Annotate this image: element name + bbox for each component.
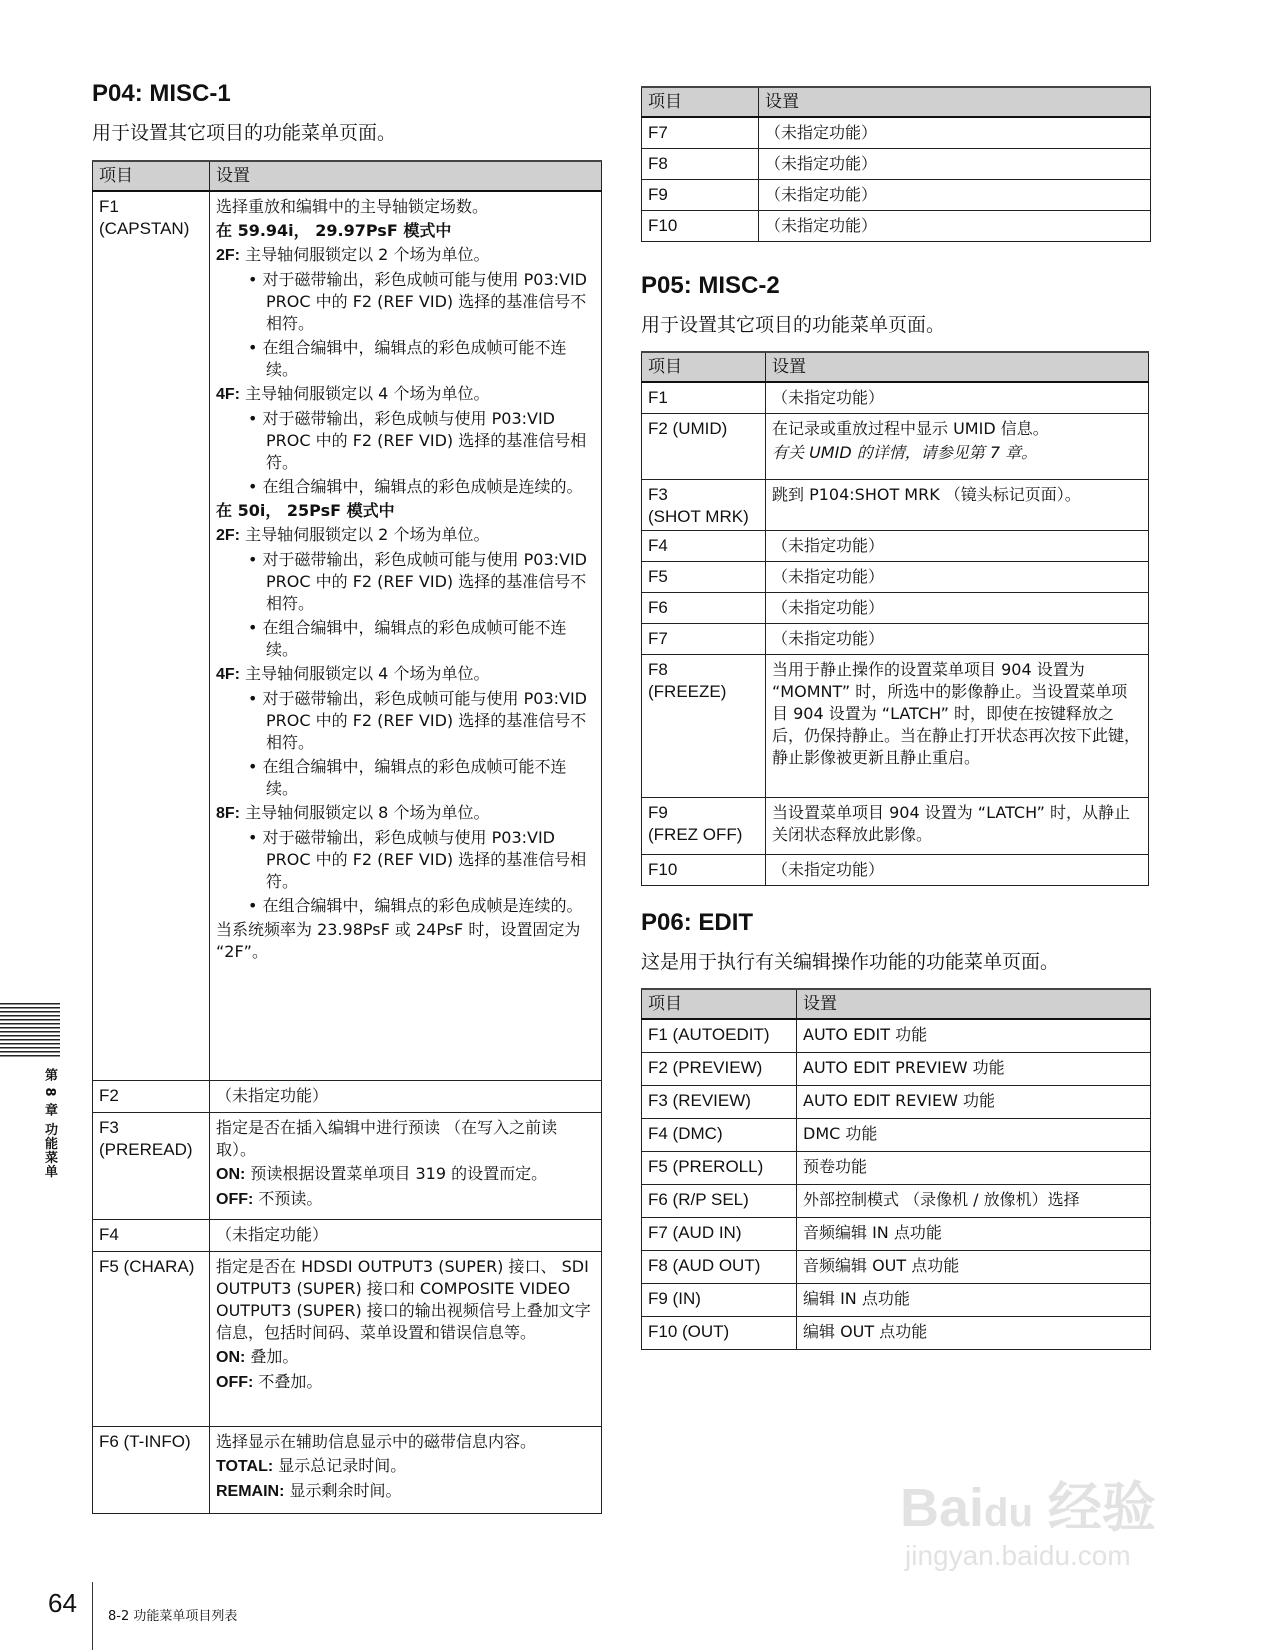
bullet-item	[216, 337, 595, 381]
setting-text	[803, 1255, 1144, 1277]
item-cell	[93, 191, 210, 1080]
baidu-watermark-url: jingyan.baidu.com	[905, 1540, 1131, 1571]
option-description: 显示总记录时间。	[273, 1455, 407, 1475]
table-row	[642, 382, 1149, 414]
bullet-text: 在组合编辑中，编辑点的彩色成帧可能不连续。	[262, 757, 567, 798]
item-label: F1	[648, 388, 668, 407]
item-label: F2 (PREVIEW)	[648, 1057, 763, 1077]
setting-cell	[797, 1118, 1151, 1151]
item-label: F6	[648, 598, 668, 617]
option-label: 4F:	[216, 386, 240, 403]
table-row	[642, 180, 1151, 211]
table-row	[93, 1112, 602, 1219]
option-description: 指定是否在插入编辑中进行预读 （在写入之前读取）。	[216, 1117, 558, 1159]
option-description: （未指定功能）	[772, 598, 885, 617]
setting-cell	[766, 855, 1149, 886]
setting-text	[772, 802, 1142, 846]
setting-text	[216, 1480, 595, 1503]
table-header-row	[642, 352, 1149, 382]
item-label: F10	[648, 216, 678, 235]
bullet-icon: •	[248, 689, 263, 708]
setting-text	[803, 1189, 1144, 1211]
setting-text	[765, 122, 1144, 144]
table-header-row	[642, 87, 1151, 117]
setting-text	[216, 1085, 595, 1107]
item-cell	[642, 593, 766, 624]
p04-table	[92, 160, 602, 1514]
bullet-item	[216, 549, 595, 615]
bullet-item	[216, 895, 595, 917]
page-number: 64	[48, 1588, 77, 1618]
option-description: （未指定功能）	[765, 185, 878, 204]
item-cell	[642, 562, 766, 593]
item-label: F9 (IN)	[648, 1288, 701, 1308]
setting-cell	[759, 117, 1151, 149]
table-row	[642, 855, 1149, 886]
setting-text	[216, 196, 595, 218]
column-header-item: 项目	[642, 989, 797, 1019]
item-label: F1 (AUTOEDIT)	[648, 1025, 770, 1044]
bullet-text: 对于磁带输出，彩色成帧与使用 P03:VID PROC 中的 F2 (REF VID) 选择的基准信号相符。	[262, 828, 587, 891]
setting-cell	[766, 655, 1149, 798]
option-description: （未指定功能）	[772, 388, 885, 407]
item-cell	[642, 1217, 797, 1250]
table-row	[642, 480, 1149, 531]
table-row	[642, 1217, 1151, 1250]
p06-title: P06: EDIT	[641, 909, 754, 936]
setting-text	[772, 387, 1142, 409]
bullet-item	[216, 408, 595, 474]
reference-note: 有关 UMID 的详情，请参见第 7 章。	[772, 443, 1038, 462]
bullet-icon: •	[248, 757, 263, 776]
item-label: F5 (CHARA)	[99, 1256, 195, 1276]
setting-text	[772, 484, 1142, 506]
item-cell	[642, 855, 766, 886]
item-label: F3 (PREREAD)	[99, 1117, 193, 1159]
mode-heading: 在 50i， 25PsF 模式中	[216, 501, 395, 520]
item-cell	[642, 1118, 797, 1151]
setting-cell	[797, 1283, 1151, 1316]
setting-text	[216, 1163, 595, 1186]
table-row	[642, 1184, 1151, 1217]
setting-cell	[759, 211, 1151, 242]
option-description: 不叠加。	[253, 1371, 323, 1391]
option-description: AUTO EDIT 功能	[803, 1025, 928, 1044]
setting-text	[216, 1455, 595, 1478]
setting-cell	[797, 1151, 1151, 1184]
option-description: （未指定功能）	[765, 123, 878, 142]
table-header-row	[93, 161, 602, 191]
p05-title: P05: MISC-2	[641, 272, 780, 299]
item-label: F10	[648, 860, 678, 879]
setting-text	[216, 1224, 595, 1246]
item-cell	[642, 180, 759, 211]
setting-text	[772, 659, 1142, 769]
option-description: 当设置菜单项目 904 设置为 “LATCH” 时，从静止关闭状态释放此影像。	[772, 803, 1130, 844]
item-label: F7	[648, 629, 668, 648]
bullet-item	[216, 617, 595, 661]
item-label: F3 (SHOT MRK)	[648, 485, 749, 526]
table-row	[93, 1251, 602, 1426]
item-label: F2 (UMID)	[648, 419, 728, 438]
column-header-setting: 设置	[766, 352, 1149, 382]
option-label: 4F:	[216, 666, 240, 683]
table-row	[642, 1052, 1151, 1085]
bullet-text: 对于磁带输出，彩色成帧可能与使用 P03:VID PROC 中的 F2 (REF VID) 选择的基准信号不相符。	[262, 550, 588, 613]
p04-continued-table	[641, 86, 1151, 242]
setting-text	[216, 919, 595, 963]
option-description: （未指定功能）	[765, 154, 878, 173]
item-label: F6 (R/P SEL)	[648, 1189, 749, 1209]
item-label: F4	[99, 1224, 119, 1244]
bullet-text: 在组合编辑中，编辑点的彩色成帧是连续的。	[262, 477, 583, 496]
bullet-item	[216, 688, 595, 754]
option-description: 在记录或重放过程中显示 UMID 信息。	[772, 419, 1049, 438]
bullet-icon: •	[248, 270, 263, 289]
p05-subtitle: 用于设置其它项目的功能菜单页面。	[641, 314, 946, 336]
footer-section: 8-2 功能菜单项目列表	[108, 1609, 238, 1624]
table-row	[642, 655, 1149, 798]
item-label: F10 (OUT)	[648, 1321, 730, 1341]
chapter-tab-stripes	[0, 1003, 60, 1057]
setting-text	[772, 566, 1142, 588]
setting-text	[765, 153, 1144, 175]
column-header-item: 项目	[642, 87, 759, 117]
item-label: F9 (FREZ OFF)	[648, 803, 743, 844]
setting-text	[216, 383, 595, 406]
setting-text	[216, 1346, 595, 1369]
setting-cell	[766, 382, 1149, 414]
baidu-watermark-logo: Baidu 经验	[900, 1478, 1156, 1538]
setting-cell	[210, 1251, 602, 1426]
item-cell	[642, 1250, 797, 1283]
item-label: F9	[648, 185, 668, 204]
column-header-setting: 设置	[210, 161, 602, 191]
column-header-item: 项目	[93, 161, 210, 191]
setting-cell	[766, 562, 1149, 593]
setting-text	[772, 859, 1142, 881]
setting-text	[216, 524, 595, 547]
option-label: OFF:	[216, 1190, 254, 1208]
table-row	[642, 531, 1149, 562]
bullet-icon: •	[248, 550, 263, 569]
option-description: 跳到 P104:SHOT MRK （镜头标记页面）。	[772, 485, 1081, 504]
p04-subtitle: 用于设置其它项目的功能菜单页面。	[92, 122, 397, 144]
option-description: 当系统频率为 23.98PsF 或 24PsF 时，设置固定为 “2F”。	[216, 920, 581, 961]
column-header-item: 项目	[642, 352, 766, 382]
setting-text	[216, 1188, 595, 1211]
bullet-icon: •	[248, 338, 263, 357]
item-cell	[642, 1052, 797, 1085]
option-description: 指定是否在 HDSDI OUTPUT3 (SUPER) 接口、 SDI OUTPUT3 (SUPER) 接口和 COMPOSITE VIDEO OUTPUT3 (SUPER) 接口的输出视频信号上叠加文字信息，包括时间码、菜单设置和错误信息等。	[216, 1256, 591, 1342]
item-cell	[93, 1112, 210, 1219]
setting-text	[216, 663, 595, 686]
table-row	[642, 149, 1151, 180]
setting-text	[803, 1057, 1144, 1079]
bullet-text: 在组合编辑中，编辑点的彩色成帧可能不连续。	[262, 618, 567, 659]
setting-text	[772, 597, 1142, 619]
option-description: 不预读。	[253, 1188, 323, 1208]
bullet-text: 对于磁带输出，彩色成帧可能与使用 P03:VID PROC 中的 F2 (REF VID) 选择的基准信号不相符。	[262, 689, 588, 752]
setting-text	[803, 1090, 1144, 1112]
table-row	[93, 1080, 602, 1112]
item-cell	[93, 1219, 210, 1251]
item-cell	[642, 1151, 797, 1184]
table-row	[642, 1250, 1151, 1283]
setting-cell	[210, 1219, 602, 1251]
item-cell	[642, 149, 759, 180]
setting-text	[765, 184, 1144, 206]
setting-cell	[766, 480, 1149, 531]
item-cell	[642, 624, 766, 655]
setting-text	[765, 215, 1144, 237]
item-cell	[93, 1251, 210, 1426]
setting-cell	[210, 191, 602, 1080]
p06-table	[641, 988, 1151, 1350]
option-description: 音频编辑 OUT 点功能	[803, 1255, 960, 1275]
setting-cell	[766, 798, 1149, 855]
bullet-icon: •	[248, 896, 263, 915]
table-row	[642, 211, 1151, 242]
column-header-setting: 设置	[797, 989, 1151, 1019]
option-description: （未指定功能）	[772, 860, 885, 879]
option-label: TOTAL:	[216, 1457, 274, 1475]
column-header-setting: 设置	[759, 87, 1151, 117]
option-description: （未指定功能）	[772, 567, 885, 586]
option-description: 主导轴伺服锁定以 8 个场为单位。	[240, 803, 490, 822]
item-label: F5 (PREROLL)	[648, 1156, 764, 1176]
bullet-text: 对于磁带输出，彩色成帧可能与使用 P03:VID PROC 中的 F2 (REF VID) 选择的基准信号不相符。	[262, 270, 588, 333]
item-label: F4 (DMC)	[648, 1123, 723, 1143]
option-description: 编辑 IN 点功能	[803, 1288, 910, 1308]
bullet-icon: •	[248, 828, 263, 847]
item-label: F1 (CAPSTAN)	[99, 197, 190, 238]
setting-text	[803, 1156, 1144, 1178]
item-cell	[642, 1283, 797, 1316]
option-description: 主导轴伺服锁定以 2 个场为单位。	[240, 525, 490, 544]
setting-cell	[759, 180, 1151, 211]
option-label: 2F:	[216, 527, 240, 544]
setting-cell	[797, 1085, 1151, 1118]
setting-text	[803, 1321, 1144, 1343]
item-cell	[93, 1426, 210, 1513]
setting-cell	[797, 1052, 1151, 1085]
table-row	[642, 624, 1149, 655]
option-description: 预卷功能	[803, 1156, 868, 1176]
option-description: （未指定功能）	[216, 1224, 329, 1244]
setting-cell	[210, 1080, 602, 1112]
setting-cell	[766, 624, 1149, 655]
option-description: 选择重放和编辑中的主导轴锁定场数。	[216, 197, 489, 216]
item-cell	[642, 531, 766, 562]
setting-text	[803, 1222, 1144, 1244]
option-label: 8F:	[216, 805, 240, 822]
item-label: F4	[648, 536, 668, 555]
option-description: AUTO EDIT REVIEW 功能	[803, 1090, 996, 1110]
option-description: 叠加。	[245, 1346, 299, 1366]
setting-text	[772, 628, 1142, 650]
item-label: F8	[648, 154, 668, 173]
bullet-icon: •	[248, 618, 263, 637]
setting-text	[772, 418, 1142, 440]
chapter-side-label: 第 8 章 功能菜单	[42, 1068, 57, 1179]
option-description: 主导轴伺服锁定以 2 个场为单位。	[240, 245, 490, 264]
table-row	[642, 117, 1151, 149]
item-label: F7	[648, 123, 668, 142]
item-label: F5	[648, 567, 668, 586]
setting-text	[216, 1256, 595, 1344]
option-description: 预读根据设置菜单项目 319 的设置而定。	[245, 1163, 548, 1183]
setting-cell	[759, 149, 1151, 180]
bullet-item	[216, 827, 595, 893]
option-label: OFF:	[216, 1373, 254, 1391]
setting-cell	[797, 1250, 1151, 1283]
item-cell	[642, 1085, 797, 1118]
table-row	[642, 414, 1149, 480]
item-cell	[642, 117, 759, 149]
option-description: 外部控制模式 （录像机 / 放像机）选择	[803, 1189, 1080, 1209]
p05-table	[641, 351, 1149, 886]
setting-text	[216, 244, 595, 267]
option-description: （未指定功能）	[772, 536, 885, 555]
table-row	[642, 562, 1149, 593]
table-row	[642, 1316, 1151, 1349]
bullet-icon: •	[248, 477, 263, 496]
option-description: 编辑 OUT 点功能	[803, 1321, 928, 1341]
item-cell	[93, 1080, 210, 1112]
mode-heading: 在 59.94i， 29.97PsF 模式中	[216, 221, 452, 240]
setting-text	[803, 1123, 1144, 1145]
setting-text	[216, 1371, 595, 1394]
bullet-icon: •	[248, 409, 263, 428]
setting-cell	[797, 1316, 1151, 1349]
bullet-item	[216, 476, 595, 498]
item-cell	[642, 382, 766, 414]
item-cell	[642, 414, 766, 480]
item-label: F8 (FREEZE)	[648, 660, 727, 701]
setting-cell	[766, 531, 1149, 562]
item-label: F3 (REVIEW)	[648, 1090, 751, 1110]
item-cell	[642, 1316, 797, 1349]
option-description: AUTO EDIT PREVIEW 功能	[803, 1057, 1005, 1077]
bullet-text: 对于磁带输出，彩色成帧与使用 P03:VID PROC 中的 F2 (REF VID) 选择的基准信号相符。	[262, 409, 587, 472]
bullet-text: 在组合编辑中，编辑点的彩色成帧可能不连续。	[262, 338, 567, 379]
setting-cell	[766, 414, 1149, 480]
option-description: 选择显示在辅助信息显示中的磁带信息内容。	[216, 1431, 537, 1451]
option-description: 主导轴伺服锁定以 4 个场为单位。	[240, 664, 490, 683]
item-label: F6 (T-INFO)	[99, 1431, 191, 1451]
item-cell	[642, 211, 759, 242]
p06-subtitle: 这是用于执行有关编辑操作功能的功能菜单页面。	[641, 951, 1060, 973]
table-row	[642, 1085, 1151, 1118]
option-description: 显示剩余时间。	[284, 1480, 402, 1500]
footer-divider	[92, 1582, 93, 1650]
option-description: DMC 功能	[803, 1123, 878, 1143]
table-row	[642, 1019, 1151, 1052]
table-row	[642, 1283, 1151, 1316]
table-row	[93, 191, 602, 1080]
option-description: （未指定功能）	[765, 216, 878, 235]
option-description: （未指定功能）	[216, 1085, 329, 1105]
option-label: ON:	[216, 1165, 246, 1183]
setting-cell	[797, 1217, 1151, 1250]
option-label: ON:	[216, 1348, 246, 1366]
option-description: 主导轴伺服锁定以 4 个场为单位。	[240, 384, 490, 403]
setting-text	[216, 1117, 595, 1161]
option-label: REMAIN:	[216, 1482, 285, 1500]
table-row	[642, 1118, 1151, 1151]
setting-cell	[797, 1184, 1151, 1217]
setting-cell	[210, 1426, 602, 1513]
setting-cell	[210, 1112, 602, 1219]
table-row	[642, 1151, 1151, 1184]
setting-text	[803, 1288, 1144, 1310]
table-row	[93, 1219, 602, 1251]
setting-text	[216, 802, 595, 825]
item-cell	[642, 480, 766, 531]
option-description: （未指定功能）	[772, 629, 885, 648]
item-cell	[642, 798, 766, 855]
setting-text	[216, 1431, 595, 1453]
bullet-text: 在组合编辑中，编辑点的彩色成帧是连续的。	[262, 896, 583, 915]
setting-text	[803, 1024, 1144, 1046]
p04-title: P04: MISC-1	[92, 80, 231, 107]
table-row	[642, 798, 1149, 855]
item-cell	[642, 1019, 797, 1052]
table-row	[642, 593, 1149, 624]
option-description: 音频编辑 IN 点功能	[803, 1222, 942, 1242]
table-row	[93, 1426, 602, 1513]
setting-cell	[797, 1019, 1151, 1052]
setting-cell	[766, 593, 1149, 624]
setting-text	[772, 535, 1142, 557]
bullet-item	[216, 756, 595, 800]
item-label: F7 (AUD IN)	[648, 1222, 742, 1242]
option-description: 当用于静止操作的设置菜单项目 904 设置为 “MOMNT” 时，所选中的影像静止。当设置菜单项目 904 设置为 “LATCH” 时，即使在按键释放之后，仍保持静止。当在静止打开状态再次按下此键，静止影像被更新且静止重启。	[772, 660, 1141, 767]
item-cell	[642, 1184, 797, 1217]
option-label: 2F:	[216, 247, 240, 264]
item-cell	[642, 655, 766, 798]
item-label: F8 (AUD OUT)	[648, 1255, 761, 1275]
table-header-row	[642, 989, 1151, 1019]
bullet-item	[216, 269, 595, 335]
item-label: F2	[99, 1085, 119, 1105]
